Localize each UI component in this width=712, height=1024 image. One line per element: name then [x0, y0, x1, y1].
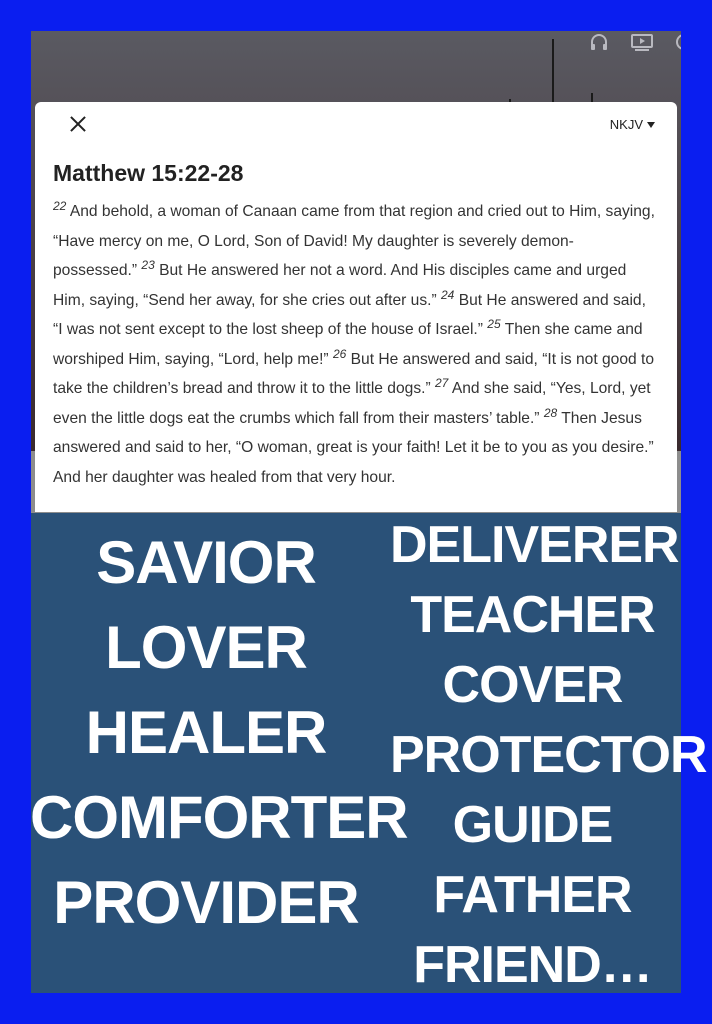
headphones-icon[interactable] — [589, 33, 609, 56]
title-word: GUIDE — [452, 796, 613, 854]
verse-text: But He answered and said, “It is not good to take the children’s bread and throw it to the little dogs.” — [53, 350, 655, 397]
titles-right-column — [390, 510, 707, 1000]
titles-left-column — [30, 520, 408, 945]
verse-number: 26 — [332, 346, 347, 361]
video-icon[interactable] — [631, 33, 653, 56]
passage-modal — [35, 102, 677, 512]
title-word: LOVER — [105, 614, 307, 681]
title-word: COVER — [442, 656, 623, 714]
verse-number: 22 — [53, 198, 67, 213]
passage-reference: Matthew 15:22-28 — [53, 160, 244, 186]
title-word: PROTECTOR — [390, 726, 707, 784]
verse-text: Then she came and worshiped Him, saying, “Lord, help me!” — [53, 321, 643, 368]
verse-number: 25 — [487, 316, 501, 331]
verse-number: 28 — [543, 405, 558, 420]
passage-text — [53, 197, 657, 492]
title-word: PROVIDER — [53, 869, 359, 936]
close-icon[interactable] — [69, 115, 87, 133]
title-word: DELIVERER — [390, 516, 679, 574]
title-word: HEALER — [85, 699, 327, 766]
verse-number: 24 — [441, 287, 455, 302]
modal-header — [53, 102, 657, 146]
version-label: NKJV — [609, 117, 643, 132]
title-word: FRIEND… — [413, 936, 652, 994]
title-word: TEACHER — [410, 586, 655, 644]
title-word: COMFORTER — [30, 784, 408, 851]
verse-text: But He answered and said, “I was not sent except to the lost sheep of the house of Israel.” — [53, 291, 646, 338]
verse-text: And behold, a woman of Canaan came from that region and cried out to Him, saying, “Have mercy on me, O Lord, Son of David! My daughter is severely demon-possessed.” — [53, 203, 655, 279]
more-icon[interactable] — [675, 33, 681, 56]
verse-text: And she said, “Yes, Lord, yet even the little dogs eat the crumbs which fall from their masters’ table.” — [53, 380, 651, 427]
title-word: SAVIOR — [96, 529, 316, 596]
caret-down-icon — [647, 122, 655, 128]
verse-number: 23 — [141, 257, 155, 272]
verse-number: 27 — [435, 375, 449, 390]
verse-text: Then Jesus answered and said to her, “O woman, great is your faith! Let it be to you as you desire.” And her daughter was healed from that very hour. — [53, 409, 654, 486]
title-word: FATHER — [433, 866, 632, 924]
verse-text: But He answered her not a word. And His disciples came and urged Him, saying, “Send her away, for she cries out after us.” — [53, 262, 627, 309]
version-selector[interactable] — [610, 117, 655, 132]
